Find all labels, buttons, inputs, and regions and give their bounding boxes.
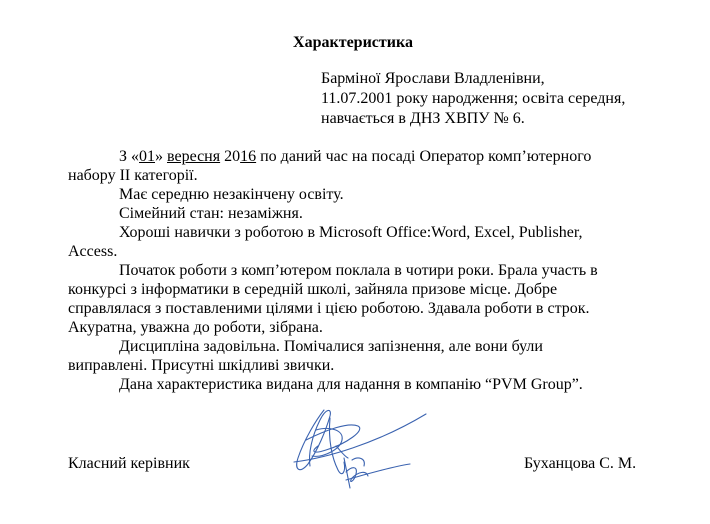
paragraph-line: Акуратна, уважна до роботи, зiбрана. bbox=[68, 319, 323, 336]
paragraph-purpose: Дана характеристика видана для надання в компанiю “PVM Group”. bbox=[119, 376, 583, 393]
date-day: 01 bbox=[139, 148, 156, 165]
addressee-line: навчається в ДНЗ ХВПУ № 6. bbox=[321, 110, 525, 127]
paragraph-line: справлялася з поставленими цiлями i цiєю роботою. Здавала роботи в строк. bbox=[68, 300, 590, 317]
addressee-line: 11.07.2001 року народження; освiта середня, bbox=[321, 90, 626, 107]
text-fragment: » bbox=[155, 148, 168, 165]
signatory-role: Класний керiвник bbox=[68, 455, 190, 472]
text-fragment: 20 bbox=[220, 148, 241, 165]
paragraph-line: виправленi. Присутнi шкiдливi звички. bbox=[68, 357, 335, 374]
paragraph-education: Має середню незакiнчену освiту. bbox=[119, 186, 344, 203]
paragraph-experience: Початок роботи з комп’ютером поклала в чотири роки. Брала участь в bbox=[119, 262, 598, 279]
paragraph-line: конкурсi з iнформатики в середнiй школi, зайняла призове мiсце. Добре bbox=[68, 281, 558, 298]
date-year: 16 bbox=[240, 148, 257, 165]
paragraph-skills: Хорошi навички з роботою в Microsoft Office:Word, Excel, Publisher, bbox=[119, 224, 583, 241]
addressee-block bbox=[321, 69, 625, 129]
date-month: вересня bbox=[167, 148, 221, 165]
document-body bbox=[68, 147, 628, 394]
paragraph-line: Access. bbox=[68, 243, 118, 260]
paragraph-employment bbox=[68, 147, 628, 166]
document-title: Характеристика bbox=[293, 34, 413, 51]
text-fragment: З « bbox=[119, 148, 140, 165]
signatory-name: Буханцова С. М. bbox=[524, 455, 637, 472]
paragraph-family-status: Сiмейний стан: незамiжня. bbox=[119, 205, 303, 222]
paragraph-discipline: Дисциплiна задовiльна. Помiчалися запiзнення, але вони були bbox=[119, 338, 543, 355]
handwritten-signature bbox=[286, 400, 436, 496]
paragraph-line: набору II категорiї. bbox=[68, 167, 198, 184]
text-fragment: по даний час на посадi Оператор комп’ютерного bbox=[256, 148, 592, 165]
addressee-line: Бармiноï Ярослави Владленiвни, bbox=[321, 70, 545, 87]
